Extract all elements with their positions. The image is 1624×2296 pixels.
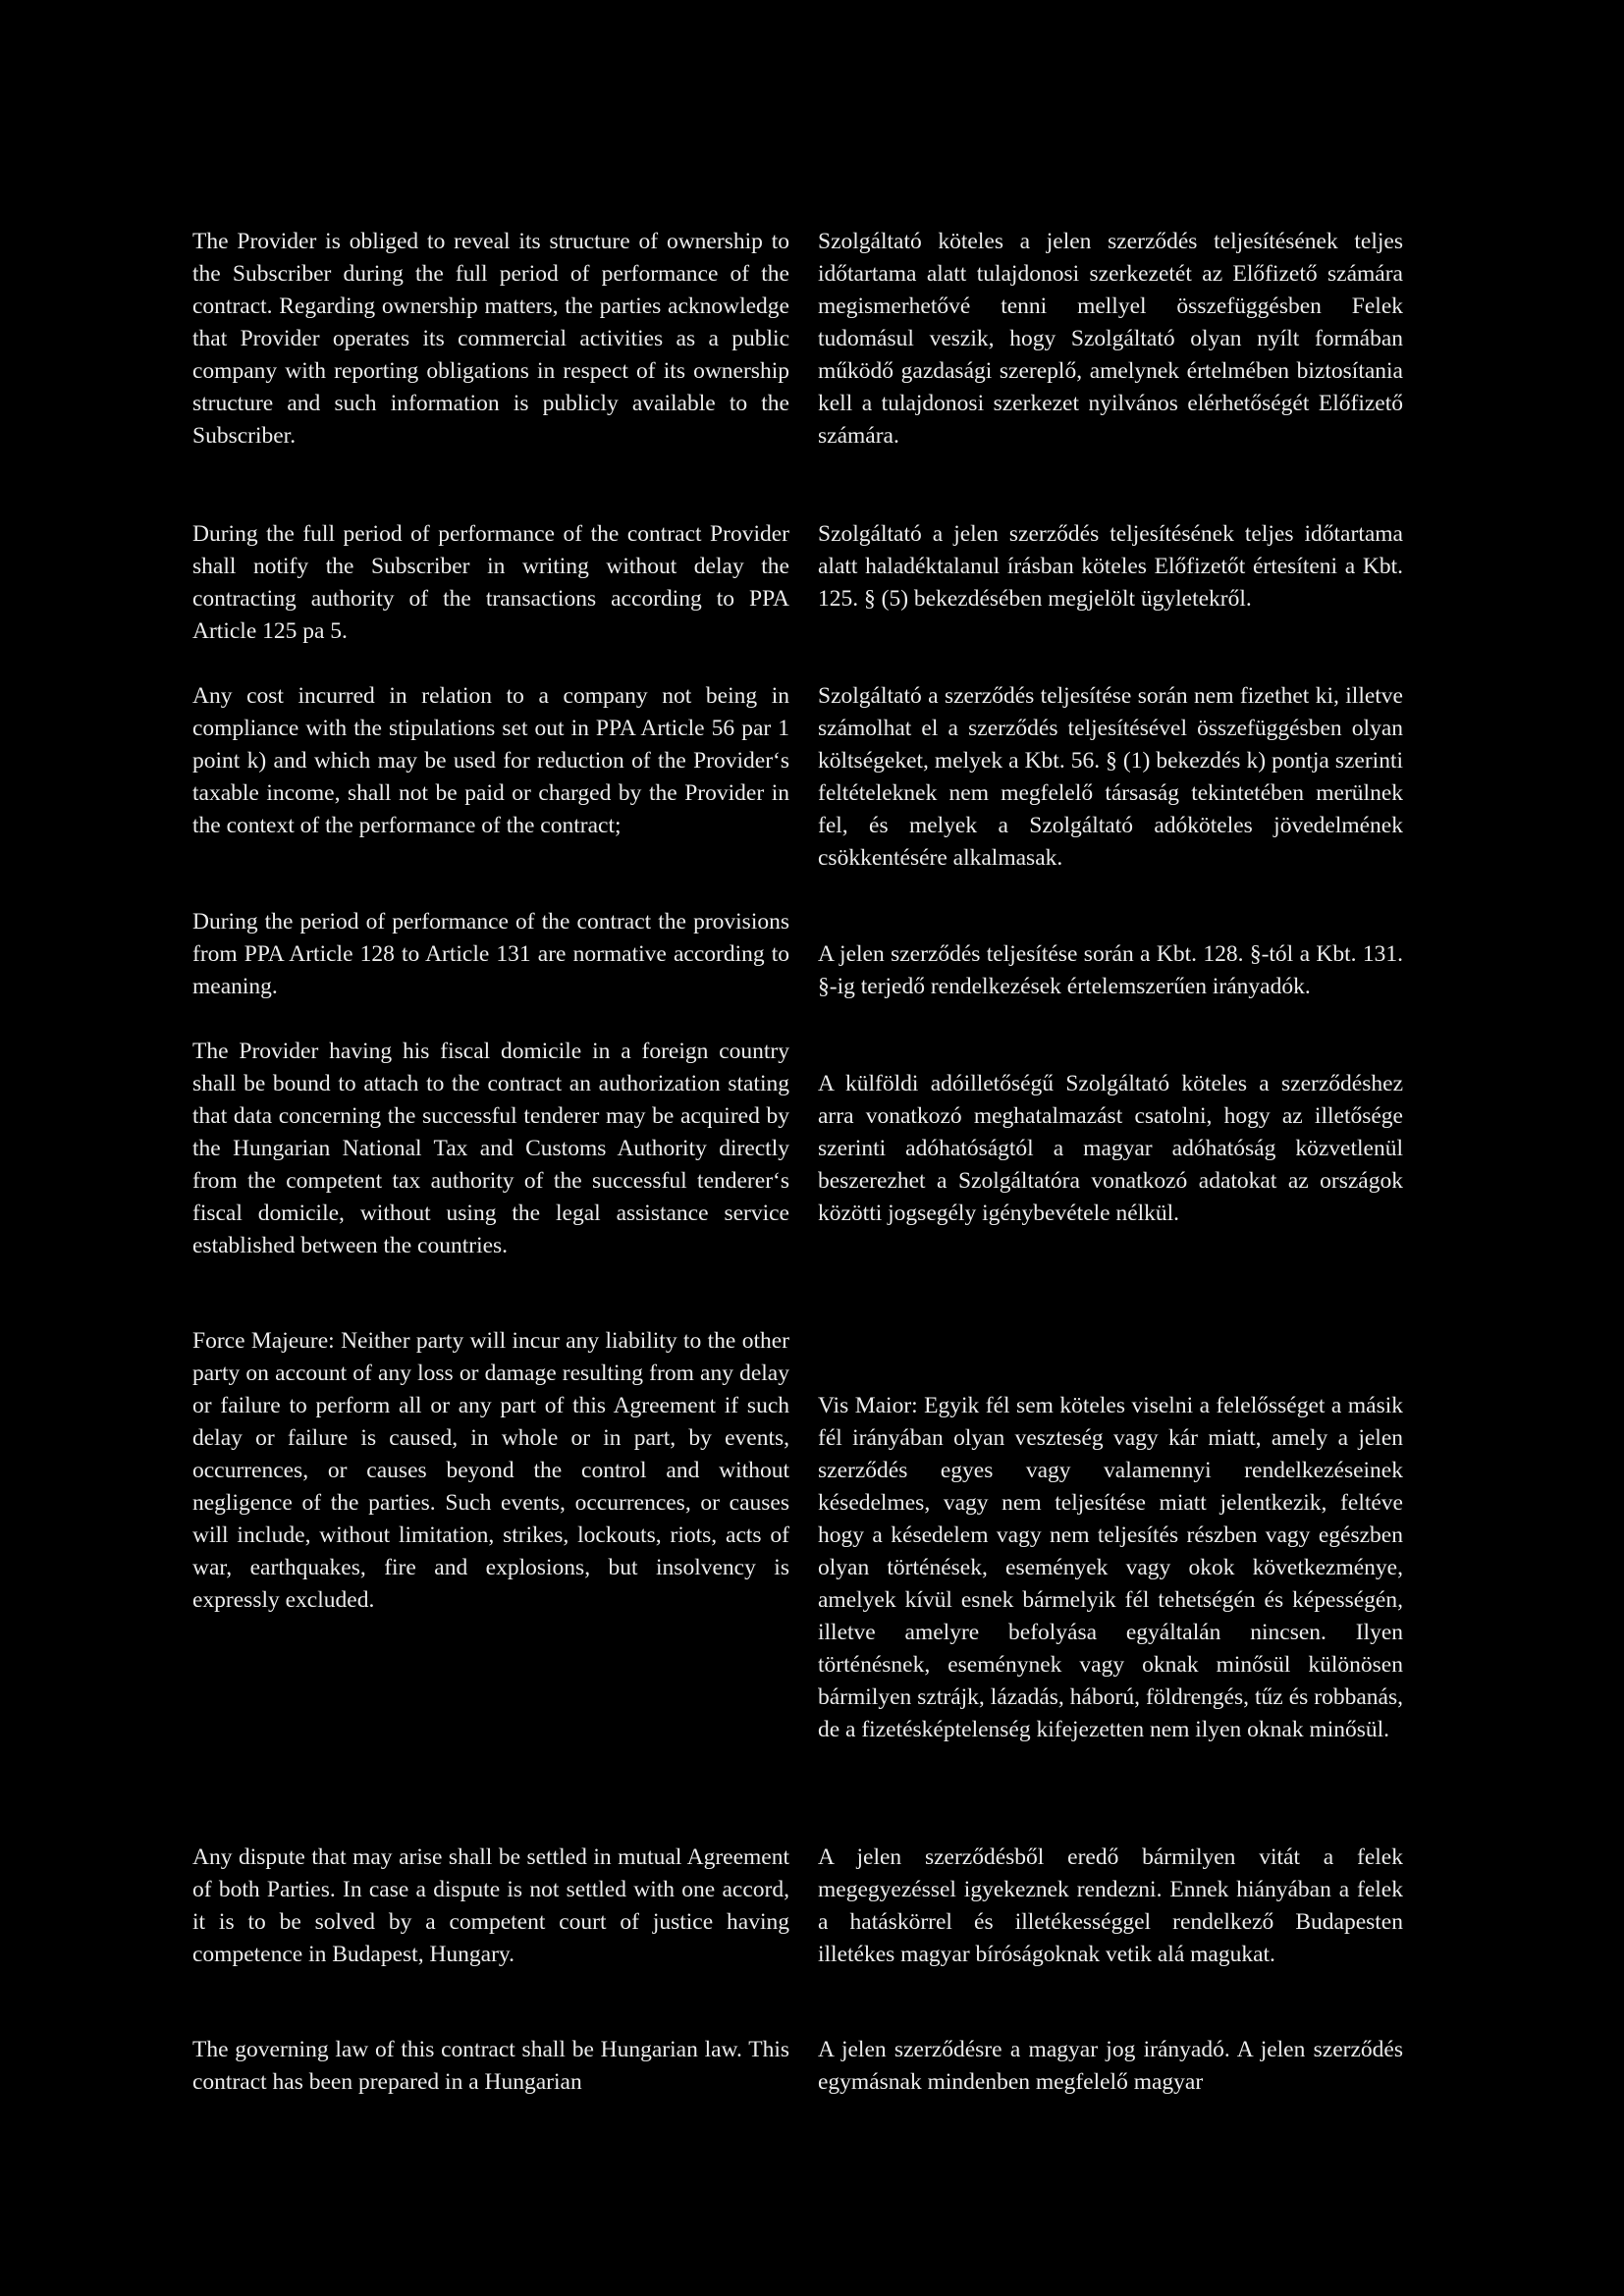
clause-ownership-hu: Szolgáltató köteles a jelen szerződés teljesítésének teljes időtartama alatt tulajdonosi szerkezetét az Előfizető számára megismerhetővé tenni mellyel összefüggésben Felek tudomásul veszik, hogy Szolgáltató olyan nyílt formában működő gazdasági szereplő, amelynek értelmében biztosítania kell a tulajdonosi szerkezet nyilvános elérhetőségét Előfizető számára.	[818, 229, 1403, 449]
clause-notification-en: During the full period of performance of the contract Provider shall notify the Subscriber in writing without delay the contracting authority of the transactions according to PPA Article 125 pa 5.	[192, 521, 789, 644]
clause-notification-hu: Szolgáltató a jelen szerződés teljesítésének teljes időtartama alatt haladéktalanul írásban köteles Előfizetőt értesíteni a Kbt. 125. § (5) bekezdésében megjelölt ügyletekről.	[818, 521, 1403, 612]
clause-fiscal-domicile-en: The Provider having his fiscal domicile in a foreign country shall be bound to attach to the contract an authorization stating that data concerning the successful tenderer may be acquired by the Hungarian National Tax and Customs Authority directly from the competent tax authority of the successful tenderer‘s fiscal domicile, without using the legal assistance service established between the countries.	[192, 1039, 789, 1258]
clause-ownership-en: The Provider is obliged to reveal its structure of ownership to the Subscriber during the full period of performance of the contract. Regarding ownership matters, the parties acknowledge that Provider operates its commercial activities as a public company with reporting obligations in respect of its ownership structure and such information is publicly available to the Subscriber.	[192, 229, 789, 449]
clause-ppa-provisions-en: During the period of performance of the contract the provisions from PPA Article 128 to Article 131 are normative according to meaning.	[192, 909, 789, 999]
clause-governing-law-hu: A jelen szerződésre a magyar jog irányadó. A jelen szerződés egymásnak mindenben megfelelő magyar	[818, 2037, 1403, 2095]
clause-force-majeure-en: Force Majeure: Neither party will incur any liability to the other party on account of any loss or damage resulting from any delay or failure to perform all or any part of this Agreement if such delay or failure is caused, in whole or in part, by events, occurrences, or causes beyond the control and without negligence of the parties. Such events, occurrences, or causes will include, without limitation, strikes, lockouts, riots, acts of war, earthquakes, fire and explosions, but insolvency is expressly excluded.	[192, 1328, 789, 1613]
clause-costs-hu: Szolgáltató a szerződés teljesítése során nem fizethet ki, illetve számolhat el a szerződés teljesítésével összefüggésben olyan költségeket, melyek a Kbt. 56. § (1) bekezdés k) pontja szerinti feltételeknek nem megfelelő társaság tekintetében merülnek fel, és melyek a Szolgáltató adóköteles jövedelmének csökkentésére alkalmasak.	[818, 683, 1403, 871]
clause-ppa-provisions-hu: A jelen szerződés teljesítése során a Kbt. 128. §-tól a Kbt. 131. §-ig terjedő rendelkezések értelemszerűen irányadók.	[818, 941, 1403, 999]
clause-dispute-hu: A jelen szerződésből eredő bármilyen vitát a felek megegyezéssel igyekeznek rendezni. Ennek hiányában a felek a hatáskörrel és illetékességgel rendelkező Budapesten illetékes magyar bíróságoknak vetik alá magukat.	[818, 1844, 1403, 1967]
clause-dispute-en: Any dispute that may arise shall be settled in mutual Agreement of both Parties. In case a dispute is not settled with one accord, it is to be solved by a competent court of justice having competence in Budapest, Hungary.	[192, 1844, 789, 1967]
clause-fiscal-domicile-hu: A külföldi adóilletőségű Szolgáltató köteles a szerződéshez arra vonatkozó meghatalmazást csatolni, hogy az illetősége szerinti adóhatóságtól a magyar adóhatóság közvetlenül beszerezhet a Szolgáltatóra vonatkozó adatokat az országok közötti jogsegély igénybevétele nélkül.	[818, 1071, 1403, 1226]
clause-costs-en: Any cost incurred in relation to a company not being in compliance with the stipulations set out in PPA Article 56 par 1 point k) and which may be used for reduction of the Provider‘s taxable income, shall not be paid or charged by the Provider in the context of the performance of the contract;	[192, 683, 789, 838]
clause-governing-law-en: The governing law of this contract shall be Hungarian law. This contract has been prepared in a Hungarian	[192, 2037, 789, 2095]
clause-force-majeure-hu: Vis Maior: Egyik fél sem köteles viselni a felelősséget a másik fél irányában olyan veszteség vagy kár miatt, amely a jelen szerződés egyes vagy valamennyi rendelkezéseinek késedelmes, vagy nem teljesítése miatt jelentkezik, feltéve hogy a késedelem vagy nem teljesítés részben vagy egészben olyan történések, események vagy okok következménye, amelyek kívül esnek bármelyik fél tehetségén és képességén, illetve amelyre befolyása egyáltalán nincsen. Ilyen történésnek, eseménynek vagy oknak minősül különösen bármilyen sztrájk, lázadás, háború, földrengés, tűz és robbanás, de a fizetésképtelenség kifejezetten nem ilyen oknak minősül.	[818, 1393, 1403, 1742]
